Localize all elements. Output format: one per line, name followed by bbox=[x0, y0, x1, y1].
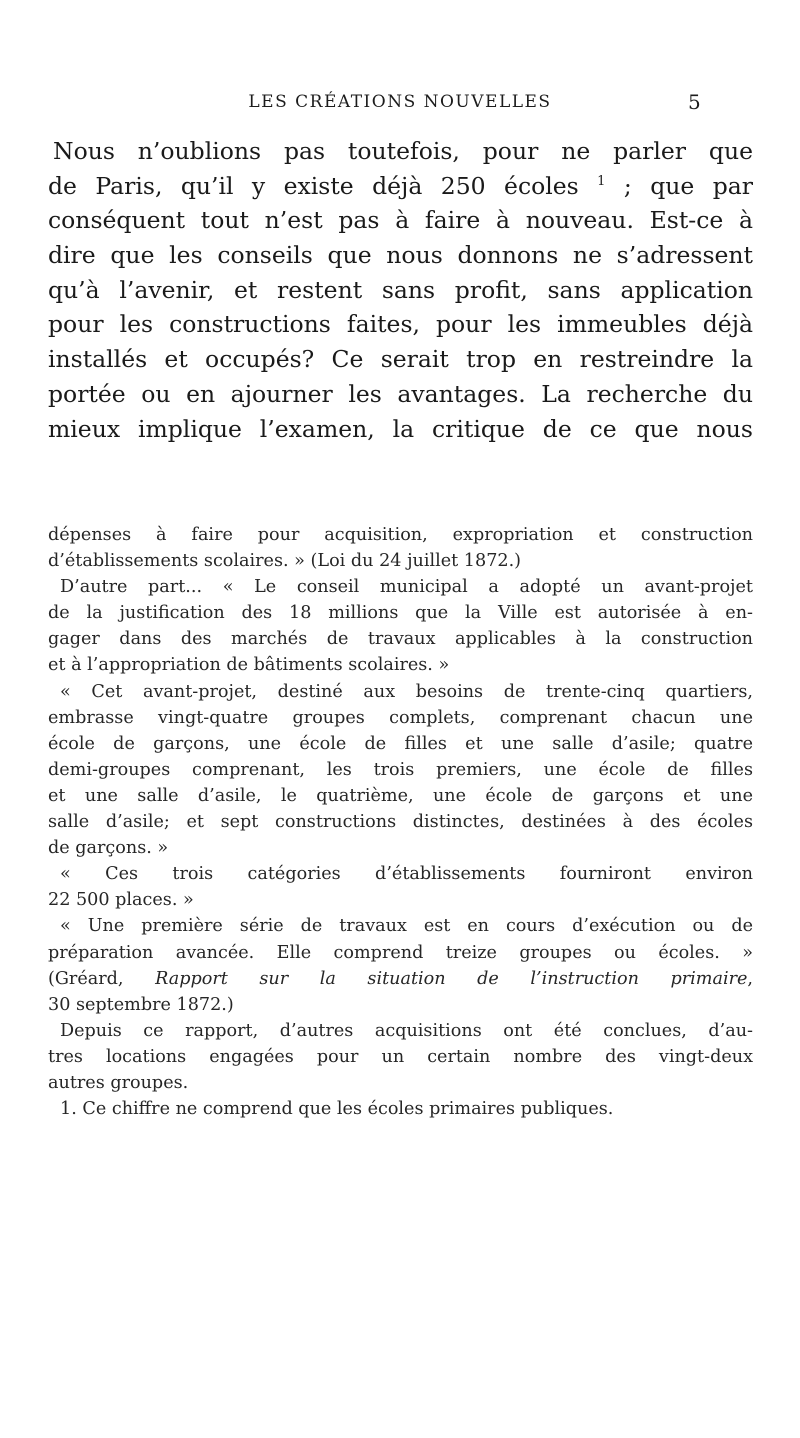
main-text-line: qu’à l’avenir, et restent sans profit, sans application bbox=[48, 275, 753, 304]
main-text-line bbox=[48, 169, 753, 204]
note-line: « Ces trois catégories d’établissements fourniront environ bbox=[60, 864, 753, 885]
note-line: Depuis ce rapport, d’autres acquisitions ont été conclues, d’au- bbox=[60, 1020, 753, 1041]
main-text-line: conséquent tout n’est pas à faire à nouveau. Est-ce à bbox=[48, 206, 753, 235]
note-line: 22 500 places. » bbox=[48, 890, 194, 911]
main-text-line: mieux implique l’examen, la critique de ce que nous bbox=[48, 414, 753, 443]
note-line: D’autre part... « Le conseil municipal a adopté un avant-projet bbox=[60, 577, 753, 598]
note-line-citation bbox=[48, 966, 753, 992]
citation-author: (Gréard, bbox=[48, 968, 124, 989]
note-line: salle d’asile; et sept constructions distinctes, destinées à des écoles bbox=[48, 812, 753, 833]
main-text-line: dire que les conseils que nous donnons ne s’adressent bbox=[48, 241, 753, 270]
main-text-line: portée ou en ajourner les avantages. La recherche du bbox=[48, 379, 753, 408]
note-line: 30 septembre 1872.) bbox=[48, 994, 234, 1015]
note-line: de garçons. » bbox=[48, 838, 169, 859]
footnote-1: 1. Ce chiffre ne comprend que les écoles primaires publiques. bbox=[60, 1099, 614, 1120]
note-line: et à l’appropriation de bâtiments scolaires. » bbox=[48, 655, 450, 676]
note-line: « Cet avant-projet, destiné aux besoins de trente-cinq quartiers, bbox=[60, 681, 753, 702]
note-line: embrasse vingt-quatre groupes complets, comprenant chacun une bbox=[48, 707, 753, 728]
note-line: école de garçons, une école de filles et une salle d’asile; quatre bbox=[48, 733, 753, 754]
note-line: d’établissements scolaires. » (Loi du 24 juillet 1872.) bbox=[48, 551, 522, 572]
main-text-line: installés et occupés? Ce serait trop en restreindre la bbox=[48, 345, 753, 374]
note-line: gager dans des marchés de travaux applicables à la construction bbox=[48, 629, 753, 650]
main-text-line-fragment: de Paris, qu’il y existe déjà 250 écoles bbox=[48, 171, 579, 200]
footnote-marker: 1 bbox=[597, 173, 606, 189]
note-line: de la justification des 18 millions que la Ville est autorisée à en- bbox=[48, 603, 753, 624]
main-text-line-fragment: ; que par bbox=[623, 171, 753, 200]
footnotes bbox=[48, 522, 753, 1122]
note-line: demi-groupes comprenant, les trois premiers, une école de filles bbox=[48, 759, 753, 780]
note-line: préparation avancée. Elle comprend treize groupes ou écoles. » bbox=[48, 942, 753, 963]
citation-title: Rapport sur la situation de l’instruction primaire bbox=[155, 968, 748, 989]
note-line: dépenses à faire pour acquisition, expropriation et construction bbox=[48, 525, 753, 545]
running-title: LES CRÉATIONS NOUVELLES bbox=[248, 92, 552, 112]
note-line: autres groupes. bbox=[48, 1072, 189, 1093]
note-line: tres locations engagées pour un certain nombre des vingt-deux bbox=[48, 1046, 753, 1067]
main-text bbox=[48, 134, 753, 446]
main-text-line: pour les constructions faites, pour les immeubles déjà bbox=[48, 310, 753, 339]
main-text-line: Nous n’oublions pas toutefois, pour ne parler que bbox=[53, 137, 753, 165]
page-number: 5 bbox=[688, 90, 701, 114]
note-line: et une salle d’asile, le quatrième, une école de garçons et une bbox=[48, 785, 753, 806]
note-line: « Une première série de travaux est en cours d’exécution ou de bbox=[60, 916, 753, 937]
citation-punctuation: , bbox=[747, 968, 753, 989]
